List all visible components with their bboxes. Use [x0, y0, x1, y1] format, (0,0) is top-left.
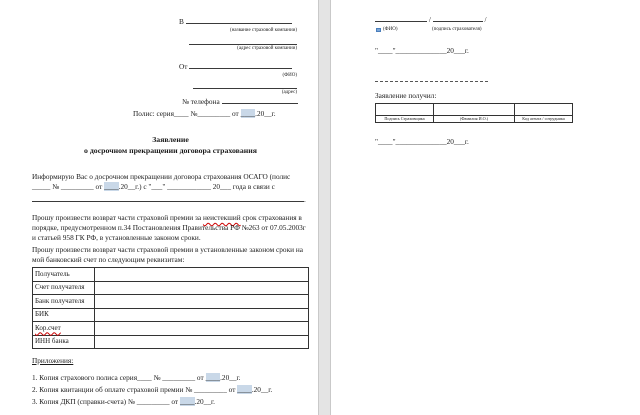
- attachments-heading: Приложения:: [32, 356, 74, 365]
- attachment-item-1: [32, 373, 241, 383]
- table-row: [33, 282, 308, 296]
- applicant-prefix: От: [179, 62, 188, 71]
- signature-name-caption: (ФИО): [383, 27, 398, 32]
- paragraph-refund-1: [32, 213, 310, 242]
- page-1: [0, 0, 318, 415]
- attachment2-suffix: .20__г.: [251, 385, 273, 394]
- policy-line-suffix: .20__г.: [255, 109, 276, 118]
- bank-row-value-cell[interactable]: [95, 336, 308, 349]
- bank-row-value-cell[interactable]: [95, 309, 308, 322]
- insurer-signature-caption: Подпись Страховщика: [376, 116, 434, 122]
- annotation-mark-icon: [376, 28, 381, 32]
- bank-row-value-cell[interactable]: [95, 268, 308, 281]
- table-row: [33, 309, 308, 323]
- refund1-text-suffix: срок страхования в порядке, предусмотренном п.34 Постановления Правительства РФ №263 от 07.05.2003г и статьей 958 ГК РФ, в установленные законом сроки.: [32, 213, 306, 242]
- paragraph-inform: [32, 172, 310, 192]
- recipient-company-blank[interactable]: [186, 17, 292, 24]
- bank-row-label: Получатель: [33, 268, 95, 281]
- recipient-line: [179, 17, 292, 27]
- signature-sign-caption: (подпись страхователя): [432, 27, 482, 32]
- recipient-company-caption: (название страховой компании): [230, 28, 297, 33]
- recipient-address-caption: (адрес страховой компании): [237, 46, 297, 51]
- table-row: [376, 104, 572, 116]
- bank-row-label: Банк получателя: [33, 295, 95, 308]
- dashed-separator: [375, 81, 488, 82]
- page-2: [331, 0, 640, 415]
- received-table: [375, 103, 573, 123]
- inform-date-field[interactable]: ____: [104, 181, 119, 191]
- inform-text: Информирую Вас о досрочном прекращении договора страхования ОСАГО (полис _____ № _________ от: [32, 172, 291, 191]
- policy-date-field[interactable]: ____: [240, 109, 256, 118]
- attachment2-date-field[interactable]: ____: [237, 385, 252, 394]
- attachment1-date-field[interactable]: ____: [205, 373, 221, 382]
- refund1-text: Прошу произвести возврат части страховой премии за: [32, 213, 203, 222]
- document-title-line1: Заявление: [152, 135, 189, 144]
- date-line-1: "____"______________20___г.: [375, 46, 469, 55]
- signature-name-blank[interactable]: [375, 15, 427, 22]
- paragraph-refund-2: Прошу произвести возврат части страховой премии в установленные законом сроки на мой банковский счет по следующим реквизитам:: [32, 245, 303, 264]
- agent-code-cell[interactable]: [515, 104, 572, 115]
- attachment-item-3: [32, 397, 215, 407]
- bank-row-label: Счет получателя: [33, 282, 95, 295]
- date-line-2: "____"______________20___г.: [375, 137, 469, 146]
- table-row: [376, 116, 572, 123]
- table-row: [33, 336, 308, 350]
- policy-line: [133, 109, 276, 119]
- table-row: [33, 268, 308, 282]
- attachment3-date-field[interactable]: ____: [179, 397, 195, 406]
- signature-slash-2: /: [484, 15, 487, 24]
- attachment3-text: 3. Копия ДКП (справки-счета) № _________ от: [32, 397, 180, 406]
- insurer-name-caption: (Фамилия И.О.): [434, 116, 515, 122]
- recipient-address-blank[interactable]: [189, 44, 297, 45]
- phone-blank[interactable]: [222, 97, 298, 104]
- applicant-address-blank[interactable]: [193, 88, 297, 89]
- table-row: [33, 295, 308, 309]
- applicant-name-caption: (ФИО): [282, 73, 297, 78]
- bank-row-label: Кор.счет: [33, 322, 95, 335]
- page-divider: [318, 0, 331, 415]
- insurer-signature-cell[interactable]: [376, 104, 434, 115]
- refund1-misspelled-word: неистекший: [202, 213, 241, 222]
- applicant-address-caption: (адрес): [281, 90, 297, 95]
- recipient-prefix: В: [179, 17, 184, 26]
- signature-sign-blank[interactable]: [433, 15, 483, 22]
- policy-line-text: Полис: серия____ №_________ от: [133, 109, 241, 118]
- reason-blank[interactable]: [32, 195, 304, 202]
- agent-code-caption: Код агента / сотрудника: [522, 116, 565, 121]
- bank-details-table: [32, 267, 309, 349]
- attachment2-text: 2. Копия квитанции об оплате страховой премии № _________ от: [32, 385, 238, 394]
- attachment1-text: 1. Копия страхового полиса серия____ № _________ от: [32, 373, 206, 382]
- bank-row-value-cell[interactable]: [95, 322, 308, 335]
- insurer-name-cell[interactable]: [434, 104, 515, 115]
- table-row: [33, 322, 308, 336]
- attachment3-suffix: .20__г.: [194, 397, 215, 406]
- bank-row-value-cell[interactable]: [95, 282, 308, 295]
- reason-period: .: [304, 195, 306, 204]
- attachment-item-2: [32, 385, 272, 395]
- bank-row-label: БИК: [33, 309, 95, 322]
- bank-row-label: ИНН банка: [33, 336, 95, 349]
- inform-text-suffix: .20__г.) с "___" ____________ 20___ года в связи с: [118, 181, 275, 191]
- signature-line: [375, 15, 487, 25]
- attachment1-suffix: .20__г.: [220, 373, 241, 382]
- bank-row-value-cell[interactable]: [95, 295, 308, 308]
- phone-line: [182, 97, 298, 107]
- applicant-line: [179, 62, 292, 72]
- phone-label: № телефона: [182, 97, 220, 106]
- reason-blank-line: [32, 195, 306, 205]
- document-title-line2: о досрочном прекращении договора страхования: [84, 146, 257, 155]
- applicant-name-blank[interactable]: [189, 62, 292, 69]
- received-heading: Заявление получил:: [375, 91, 437, 100]
- signature-slash: /: [428, 15, 431, 24]
